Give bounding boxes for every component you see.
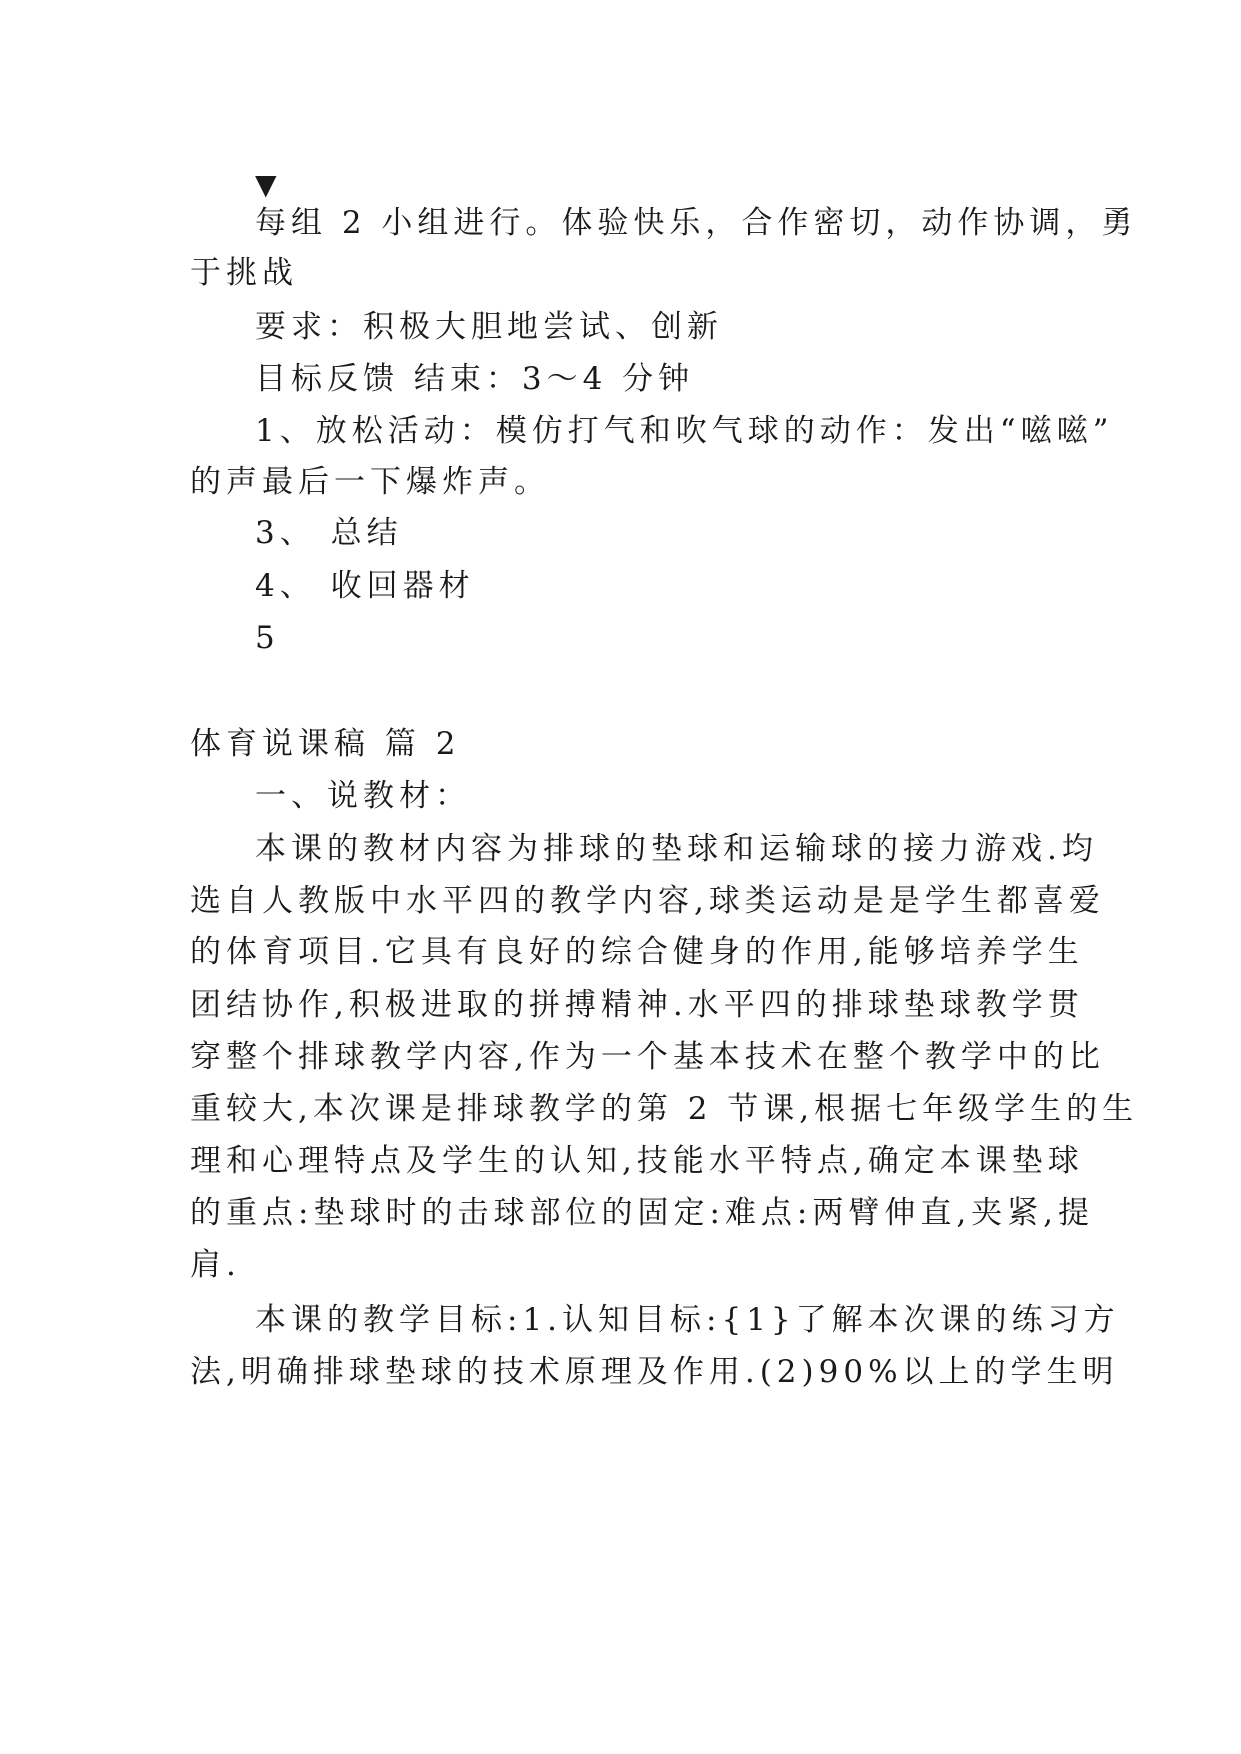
body-line: 团结协作,积极进取的拼搏精神.水平四的排球垫球教学贯 (190, 987, 1084, 1023)
body-line: 选自人教版中水平四的教学内容,球类运动是是学生都喜爱 (190, 883, 1105, 919)
paragraph-line: 的声最后一下爆炸声。 (190, 464, 550, 500)
paragraph-line: 每组 2 小组进行。体验快乐，合作密切，动作协调，勇 (255, 205, 1138, 241)
body-line: 重较大,本次课是排球教学的第 2 节课,根据七年级学生的生 (190, 1091, 1139, 1127)
body-line: 的重点:垫球时的击球部位的固定:难点:两臂伸直,夹紧,提 (190, 1195, 1095, 1231)
paragraph-line: 于挑战 (190, 255, 298, 291)
body-line: 肩. (190, 1247, 241, 1283)
body-line: 本课的教材内容为排球的垫球和运输球的接力游戏.均 (255, 831, 1098, 867)
paragraph-line: 3、 总结 (255, 515, 403, 551)
paragraph-line: 1、放松活动：模仿打气和吹气球的动作：发出“嗞嗞” (255, 413, 1114, 449)
paragraph-line: 5 (255, 620, 280, 656)
paragraph-line: 要求：积极大胆地尝试、创新 (255, 309, 723, 345)
section-heading: 一、说教材： (255, 778, 471, 814)
section-title: 体育说课稿 篇 2 (190, 726, 461, 762)
goal-line: 本课的教学目标:1.认知目标:{1}了解本次课的练习方 (255, 1302, 1120, 1338)
body-line: 穿整个排球教学内容,作为一个基本技术在整个教学中的比 (190, 1039, 1105, 1075)
triangle-marker-icon: ▼ (255, 168, 277, 201)
body-line: 理和心理特点及学生的认知,技能水平特点,确定本课垫球 (190, 1143, 1084, 1179)
paragraph-line: 4、 收回器材 (255, 568, 475, 604)
goal-line: 法,明确排球垫球的技术原理及作用.(2)90%以上的学生明 (190, 1354, 1119, 1390)
body-line: 的体育项目.它具有良好的综合健身的作用,能够培养学生 (190, 934, 1084, 970)
paragraph-line: 目标反馈 结束：3～4 分钟 (255, 361, 695, 397)
